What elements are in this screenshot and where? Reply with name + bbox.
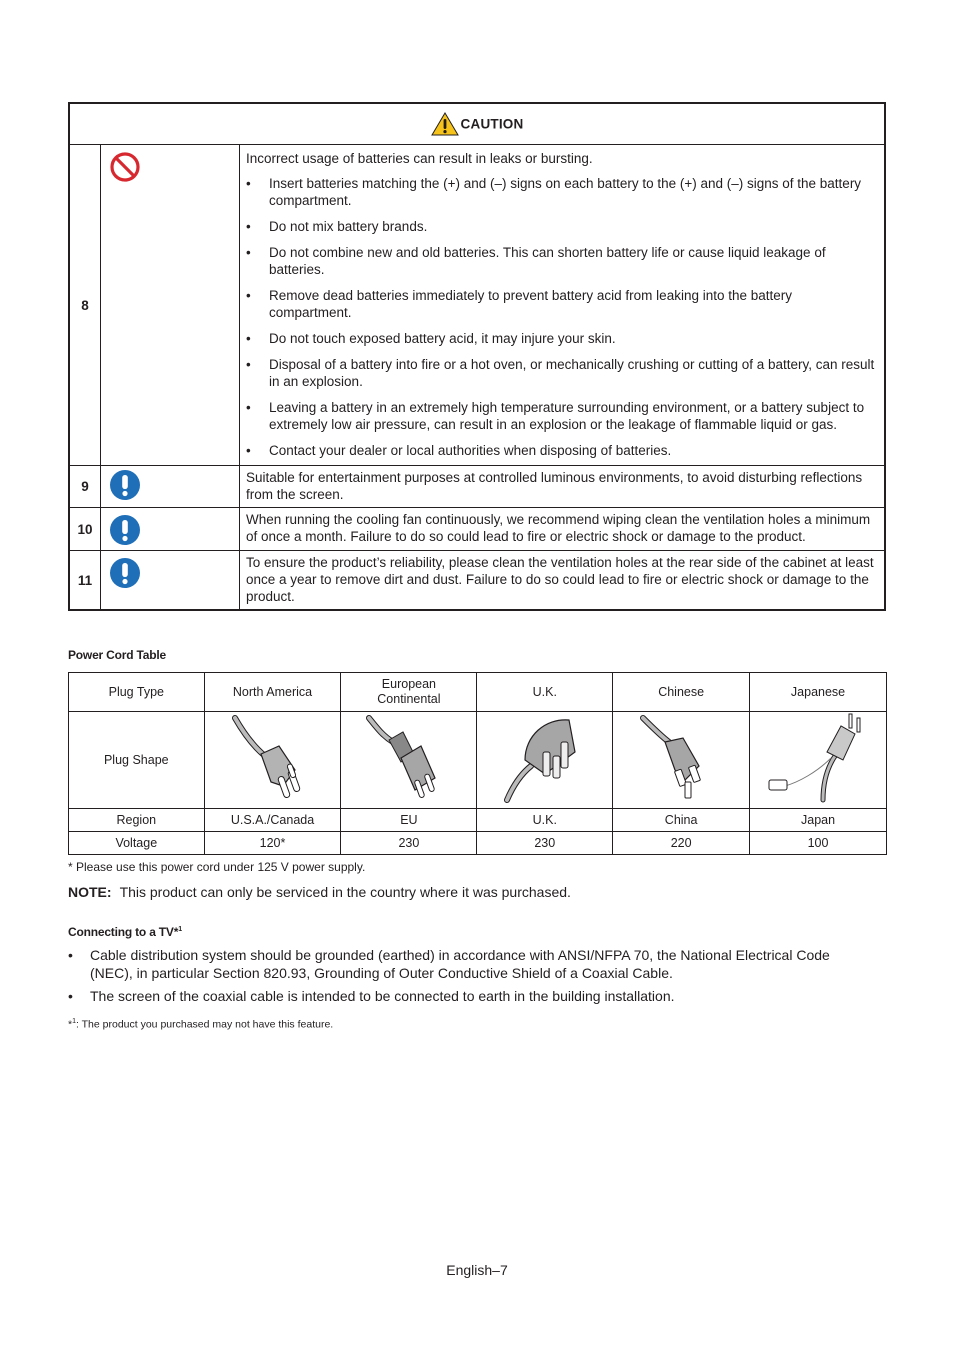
tv-bullet-list <box>68 946 868 1010</box>
footnote-text: : The product you purchased may not have this feature. <box>76 1018 334 1031</box>
caution-text: To ensure the product’s reliability, please clean the ventilation holes at the rear side of the cabinet at least once a year to remove dirt and dust. Failure to do so could lead to fire or electric shock or damage to the product. <box>240 551 886 611</box>
cell: 230 <box>477 832 613 855</box>
caution-header <box>69 103 885 145</box>
region-row <box>69 809 887 832</box>
plug-shape-row <box>69 712 887 809</box>
european-plug-icon <box>359 712 459 804</box>
cell: U.K. <box>477 809 613 832</box>
cell: North America <box>204 673 341 712</box>
note-text: This product can only be serviced in the country where it was purchased. <box>119 884 571 900</box>
mandatory-exclamation-icon <box>109 514 141 546</box>
list-item: • Cable distribution system should be grounded (earthed) in accordance with ANSI/NFPA 70, the National Electrical Code (NEC), in particular Section 820.93, Grounding of Outer Conductive Shield of a Coaxial Cable. <box>68 946 868 982</box>
icon-cell <box>101 551 240 611</box>
plug-image-cell <box>341 712 477 809</box>
plug-image-cell <box>477 712 613 809</box>
row-label: Region <box>69 809 205 832</box>
row-label: Voltage <box>69 832 205 855</box>
list-item: • Leaving a battery in an extremely high temperature surrounding environment, or a battery subject to extremely low air pressure, can result in an explosion or the leakage of flammable liquid or gas. <box>246 399 878 433</box>
service-note <box>68 884 571 900</box>
note-label: NOTE: <box>68 884 112 900</box>
row-label: Plug Type <box>69 673 205 712</box>
power-cord-table <box>68 672 887 855</box>
prohibition-icon <box>109 151 141 183</box>
north-america-plug-icon <box>223 712 323 804</box>
cell: 100 <box>750 832 887 855</box>
cell: U.S.A./Canada <box>204 809 341 832</box>
list-item: • Do not mix battery brands. <box>246 218 878 235</box>
cell: U.K. <box>477 673 613 712</box>
caution-label: CAUTION <box>460 116 524 132</box>
battery-bullet-list <box>246 175 878 459</box>
icon-cell <box>101 466 240 508</box>
cell: 120* <box>204 832 341 855</box>
cell: European Continental <box>341 673 477 712</box>
footnote-mark: * <box>68 1018 73 1031</box>
caution-table <box>68 102 886 611</box>
cell: Japan <box>750 809 887 832</box>
cell: 220 <box>613 832 750 855</box>
plug-image-cell <box>750 712 887 809</box>
row-label: Plug Shape <box>69 712 205 809</box>
cell: Japanese <box>750 673 887 712</box>
caution-text <box>240 145 886 466</box>
caution-text: Suitable for entertainment purposes at controlled luminous environments, to avoid disturbing reflections from the screen. <box>240 466 886 508</box>
mandatory-exclamation-icon <box>109 557 141 589</box>
cell: 230 <box>341 832 477 855</box>
uk-plug-icon <box>495 712 595 804</box>
icon-cell <box>101 508 240 551</box>
feature-footnote <box>68 1018 333 1031</box>
icon-cell <box>101 145 240 466</box>
footnote-sup: 1 <box>72 1018 76 1025</box>
caution-row-9 <box>69 466 885 508</box>
caution-text: When running the cooling fan continuously, we recommend wiping clean the ventilation holes a minimum of once a month. Failure to do so could lead to fire or electric shock or damage to the product. <box>240 508 886 551</box>
mandatory-exclamation-icon <box>109 469 141 501</box>
list-item: • Disposal of a battery into fire or a hot oven, or mechanically crushing or cutting of a battery, can result in an explosion. <box>246 356 878 390</box>
caution-row-8 <box>69 145 885 466</box>
row-number: 11 <box>69 551 101 611</box>
tv-section-title-text: Connecting to a TV* <box>68 925 179 939</box>
voltage-row <box>69 832 887 855</box>
list-item: • Do not touch exposed battery acid, it may injure your skin. <box>246 330 878 347</box>
power-cord-title: Power Cord Table <box>68 648 166 662</box>
row-number: 8 <box>69 145 101 466</box>
list-item: • Contact your dealer or local authorities when disposing of batteries. <box>246 442 878 459</box>
list-item: • Insert batteries matching the (+) and (–) signs on each battery to the (+) and (–) signs of the battery compartment. <box>246 175 878 209</box>
row-number: 9 <box>69 466 101 508</box>
warning-triangle-icon <box>431 112 459 136</box>
plug-type-row <box>69 673 887 712</box>
footnote-marker: 1 <box>178 926 182 933</box>
plug-image-cell <box>204 712 341 809</box>
chinese-plug-icon <box>631 712 731 804</box>
row-number: 10 <box>69 508 101 551</box>
japanese-plug-icon <box>763 712 873 804</box>
list-item: • Remove dead batteries immediately to prevent battery acid from leaking into the battery compartment. <box>246 287 878 321</box>
caution-row-10 <box>69 508 885 551</box>
list-item: • The screen of the coaxial cable is intended to be connected to earth in the building installation. <box>68 987 868 1005</box>
tv-section-title <box>68 925 182 939</box>
caution-row-11 <box>69 551 885 611</box>
page-number: English–7 <box>446 1262 508 1278</box>
cell: EU <box>341 809 477 832</box>
list-item: • Do not combine new and old batteries. This can shorten battery life or cause liquid leakage of batteries. <box>246 244 878 278</box>
cell: Chinese <box>613 673 750 712</box>
power-cord-footnote: * Please use this power cord under 125 V power supply. <box>68 860 366 874</box>
plug-image-cell <box>613 712 750 809</box>
caution-intro: Incorrect usage of batteries can result in leaks or bursting. <box>246 151 593 166</box>
cell: China <box>613 809 750 832</box>
